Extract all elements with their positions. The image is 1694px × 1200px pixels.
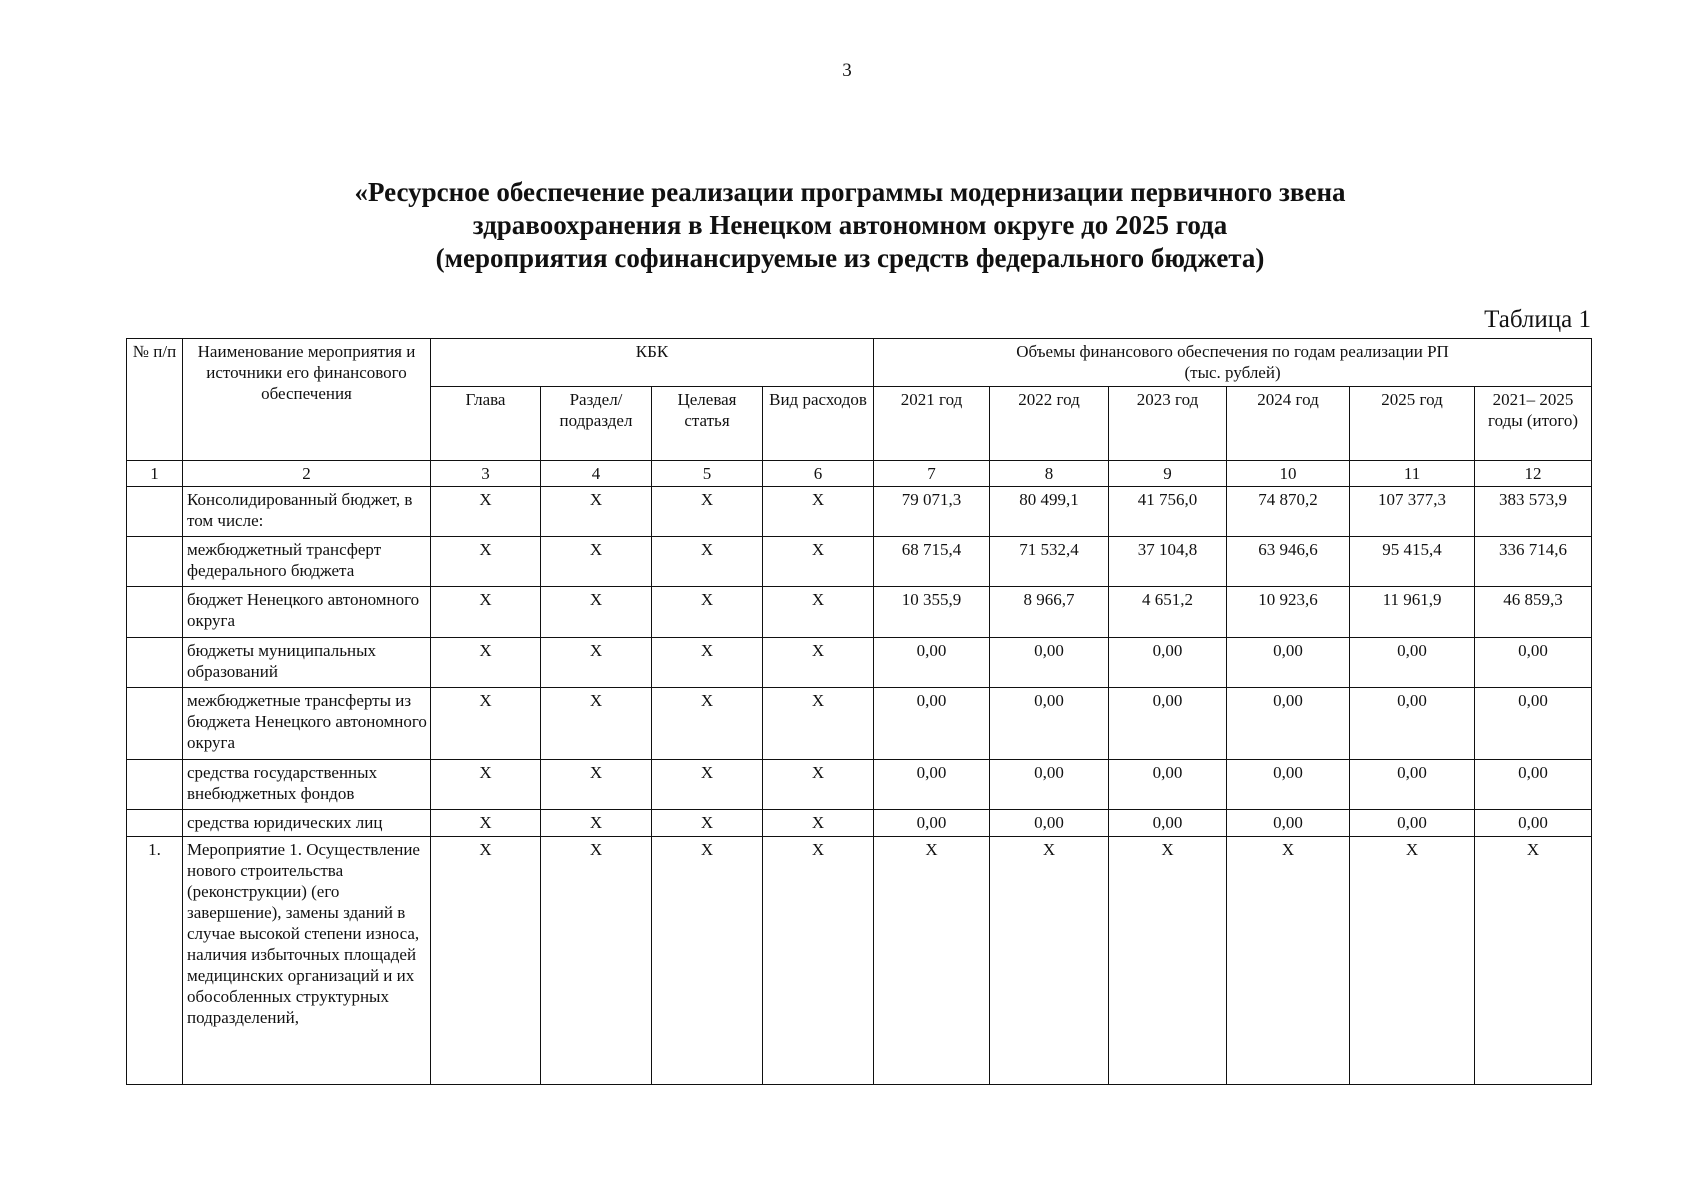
value-2023-cell: 0,00 <box>1109 810 1227 837</box>
kbk-glava-cell: Х <box>431 487 541 537</box>
kbk-vid-cell: Х <box>763 810 874 837</box>
value-2022-cell: 80 499,1 <box>990 487 1109 537</box>
value-2025-cell: 0,00 <box>1350 688 1475 760</box>
kbk-vid-cell: Х <box>763 837 874 1085</box>
col-number: 11 <box>1350 461 1475 487</box>
col-number: 1 <box>127 461 183 487</box>
header-2023: 2023 год <box>1109 387 1227 461</box>
title-line-2: здравоохранения в Ненецком автономном округе до 2025 года <box>472 210 1228 240</box>
value-total-cell: 0,00 <box>1475 810 1592 837</box>
value-2023-cell: 0,00 <box>1109 688 1227 760</box>
value-2022-cell: 0,00 <box>990 810 1109 837</box>
document-title <box>230 176 1470 275</box>
table-row <box>127 688 1592 760</box>
row-name-cell: средства юридических лиц <box>183 810 431 837</box>
value-2022-cell: 71 532,4 <box>990 537 1109 587</box>
value-total-cell: 336 714,6 <box>1475 537 1592 587</box>
kbk-statya-cell: Х <box>652 587 763 638</box>
header-razdel: Раздел/ подраздел <box>541 387 652 461</box>
value-2023-cell: 4 651,2 <box>1109 587 1227 638</box>
value-2022-cell: Х <box>990 837 1109 1085</box>
kbk-glava-cell: Х <box>431 810 541 837</box>
value-total-cell: 0,00 <box>1475 760 1592 810</box>
header-volumes <box>874 339 1592 387</box>
value-2022-cell: 0,00 <box>990 638 1109 688</box>
kbk-razdel-cell: Х <box>541 487 652 537</box>
kbk-glava-cell: Х <box>431 760 541 810</box>
row-number-cell <box>127 487 183 537</box>
header-volumes-unit: (тыс. рублей) <box>1184 363 1281 382</box>
kbk-glava-cell: Х <box>431 537 541 587</box>
value-2022-cell: 0,00 <box>990 688 1109 760</box>
value-2021-cell: Х <box>874 837 990 1085</box>
value-2025-cell: Х <box>1350 837 1475 1085</box>
header-2022: 2022 год <box>990 387 1109 461</box>
row-name-cell: бюджет Ненецкого автономного округа <box>183 587 431 638</box>
kbk-glava-cell: Х <box>431 587 541 638</box>
value-2024-cell: Х <box>1227 837 1350 1085</box>
table-row <box>127 810 1592 837</box>
value-2025-cell: 95 415,4 <box>1350 537 1475 587</box>
kbk-razdel-cell: Х <box>541 537 652 587</box>
value-2024-cell: 74 870,2 <box>1227 487 1350 537</box>
value-2021-cell: 0,00 <box>874 810 990 837</box>
value-total-cell: 383 573,9 <box>1475 487 1592 537</box>
kbk-statya-cell: Х <box>652 688 763 760</box>
value-2024-cell: 10 923,6 <box>1227 587 1350 638</box>
table-row <box>127 587 1592 638</box>
funding-table <box>126 338 1592 1085</box>
kbk-razdel-cell: Х <box>541 688 652 760</box>
row-name-cell: межбюджетные трансферты из бюджета Ненецкого автономного округа <box>183 688 431 760</box>
value-total-cell: 0,00 <box>1475 638 1592 688</box>
row-name-cell: бюджеты муниципальных образований <box>183 638 431 688</box>
table-row <box>127 487 1592 537</box>
kbk-statya-cell: Х <box>652 810 763 837</box>
value-2021-cell: 68 715,4 <box>874 537 990 587</box>
value-2025-cell: 0,00 <box>1350 638 1475 688</box>
kbk-vid-cell: Х <box>763 487 874 537</box>
kbk-glava-cell: Х <box>431 837 541 1085</box>
table-label: Таблица 1 <box>1484 306 1591 333</box>
value-2025-cell: 0,00 <box>1350 810 1475 837</box>
row-name-cell: межбюджетный трансферт федерального бюджета <box>183 537 431 587</box>
value-2023-cell: 0,00 <box>1109 638 1227 688</box>
kbk-vid-cell: Х <box>763 587 874 638</box>
kbk-vid-cell: Х <box>763 537 874 587</box>
col-number: 4 <box>541 461 652 487</box>
value-2021-cell: 79 071,3 <box>874 487 990 537</box>
kbk-razdel-cell: Х <box>541 638 652 688</box>
value-total-cell: Х <box>1475 837 1592 1085</box>
value-2022-cell: 0,00 <box>990 760 1109 810</box>
row-number-cell <box>127 537 183 587</box>
value-2024-cell: 0,00 <box>1227 810 1350 837</box>
table-row <box>127 760 1592 810</box>
value-2025-cell: 0,00 <box>1350 760 1475 810</box>
header-2024: 2024 год <box>1227 387 1350 461</box>
header-name: Наименование мероприятия и источники его финансового обеспечения <box>183 339 431 461</box>
row-number-cell <box>127 760 183 810</box>
header-2025: 2025 год <box>1350 387 1475 461</box>
table-row <box>127 638 1592 688</box>
row-number-cell <box>127 810 183 837</box>
row-number-cell <box>127 638 183 688</box>
value-2021-cell: 0,00 <box>874 638 990 688</box>
kbk-statya-cell: Х <box>652 638 763 688</box>
value-2021-cell: 0,00 <box>874 760 990 810</box>
col-number: 12 <box>1475 461 1592 487</box>
value-2024-cell: 0,00 <box>1227 760 1350 810</box>
col-number: 2 <box>183 461 431 487</box>
kbk-razdel-cell: Х <box>541 587 652 638</box>
kbk-vid-cell: Х <box>763 760 874 810</box>
value-2023-cell: 37 104,8 <box>1109 537 1227 587</box>
value-2022-cell: 8 966,7 <box>990 587 1109 638</box>
col-number: 10 <box>1227 461 1350 487</box>
kbk-glava-cell: Х <box>431 638 541 688</box>
value-2023-cell: 0,00 <box>1109 760 1227 810</box>
kbk-statya-cell: Х <box>652 760 763 810</box>
row-number-cell <box>127 587 183 638</box>
header-kbk: КБК <box>431 339 874 387</box>
value-total-cell: 0,00 <box>1475 688 1592 760</box>
header-vid: Вид расходов <box>763 387 874 461</box>
value-2025-cell: 107 377,3 <box>1350 487 1475 537</box>
header-total: 2021– 2025 годы (итого) <box>1475 387 1592 461</box>
col-number: 9 <box>1109 461 1227 487</box>
kbk-razdel-cell: Х <box>541 837 652 1085</box>
header-volumes-title: Объемы финансового обеспечения по годам реализации РП <box>1016 342 1449 361</box>
header-2021: 2021 год <box>874 387 990 461</box>
row-name-cell: средства государственных внебюджетных фондов <box>183 760 431 810</box>
kbk-razdel-cell: Х <box>541 760 652 810</box>
table-row <box>127 837 1592 1085</box>
value-total-cell: 46 859,3 <box>1475 587 1592 638</box>
col-number: 8 <box>990 461 1109 487</box>
value-2023-cell: Х <box>1109 837 1227 1085</box>
kbk-glava-cell: Х <box>431 688 541 760</box>
col-number: 5 <box>652 461 763 487</box>
title-line-1: «Ресурсное обеспечение реализации программы модернизации первичного звена <box>354 177 1346 207</box>
page-number: 3 <box>842 60 852 81</box>
kbk-statya-cell: Х <box>652 537 763 587</box>
kbk-statya-cell: Х <box>652 487 763 537</box>
header-statya: Целевая статья <box>652 387 763 461</box>
header-glava: Глава <box>431 387 541 461</box>
title-line-3: (мероприятия софинансируемые из средств федерального бюджета) <box>435 243 1265 273</box>
kbk-vid-cell: Х <box>763 688 874 760</box>
value-2024-cell: 0,00 <box>1227 688 1350 760</box>
value-2023-cell: 41 756,0 <box>1109 487 1227 537</box>
col-number: 6 <box>763 461 874 487</box>
row-number-cell <box>127 688 183 760</box>
header-num: № п/п <box>127 339 183 461</box>
value-2024-cell: 0,00 <box>1227 638 1350 688</box>
col-number: 3 <box>431 461 541 487</box>
row-number-cell: 1. <box>127 837 183 1085</box>
table-row <box>127 537 1592 587</box>
value-2021-cell: 10 355,9 <box>874 587 990 638</box>
value-2025-cell: 11 961,9 <box>1350 587 1475 638</box>
kbk-vid-cell: Х <box>763 638 874 688</box>
row-name-cell: Консолидированный бюджет, в том числе: <box>183 487 431 537</box>
value-2024-cell: 63 946,6 <box>1227 537 1350 587</box>
row-name-cell: Мероприятие 1. Осуществление нового строительства (реконструкции) (его завершение), замены зданий в случае высокой степени износа, наличия избыточных площадей медицинских организаций и их обособленных структурных подразделений, <box>183 837 431 1085</box>
kbk-razdel-cell: Х <box>541 810 652 837</box>
col-number: 7 <box>874 461 990 487</box>
kbk-statya-cell: Х <box>652 837 763 1085</box>
value-2021-cell: 0,00 <box>874 688 990 760</box>
